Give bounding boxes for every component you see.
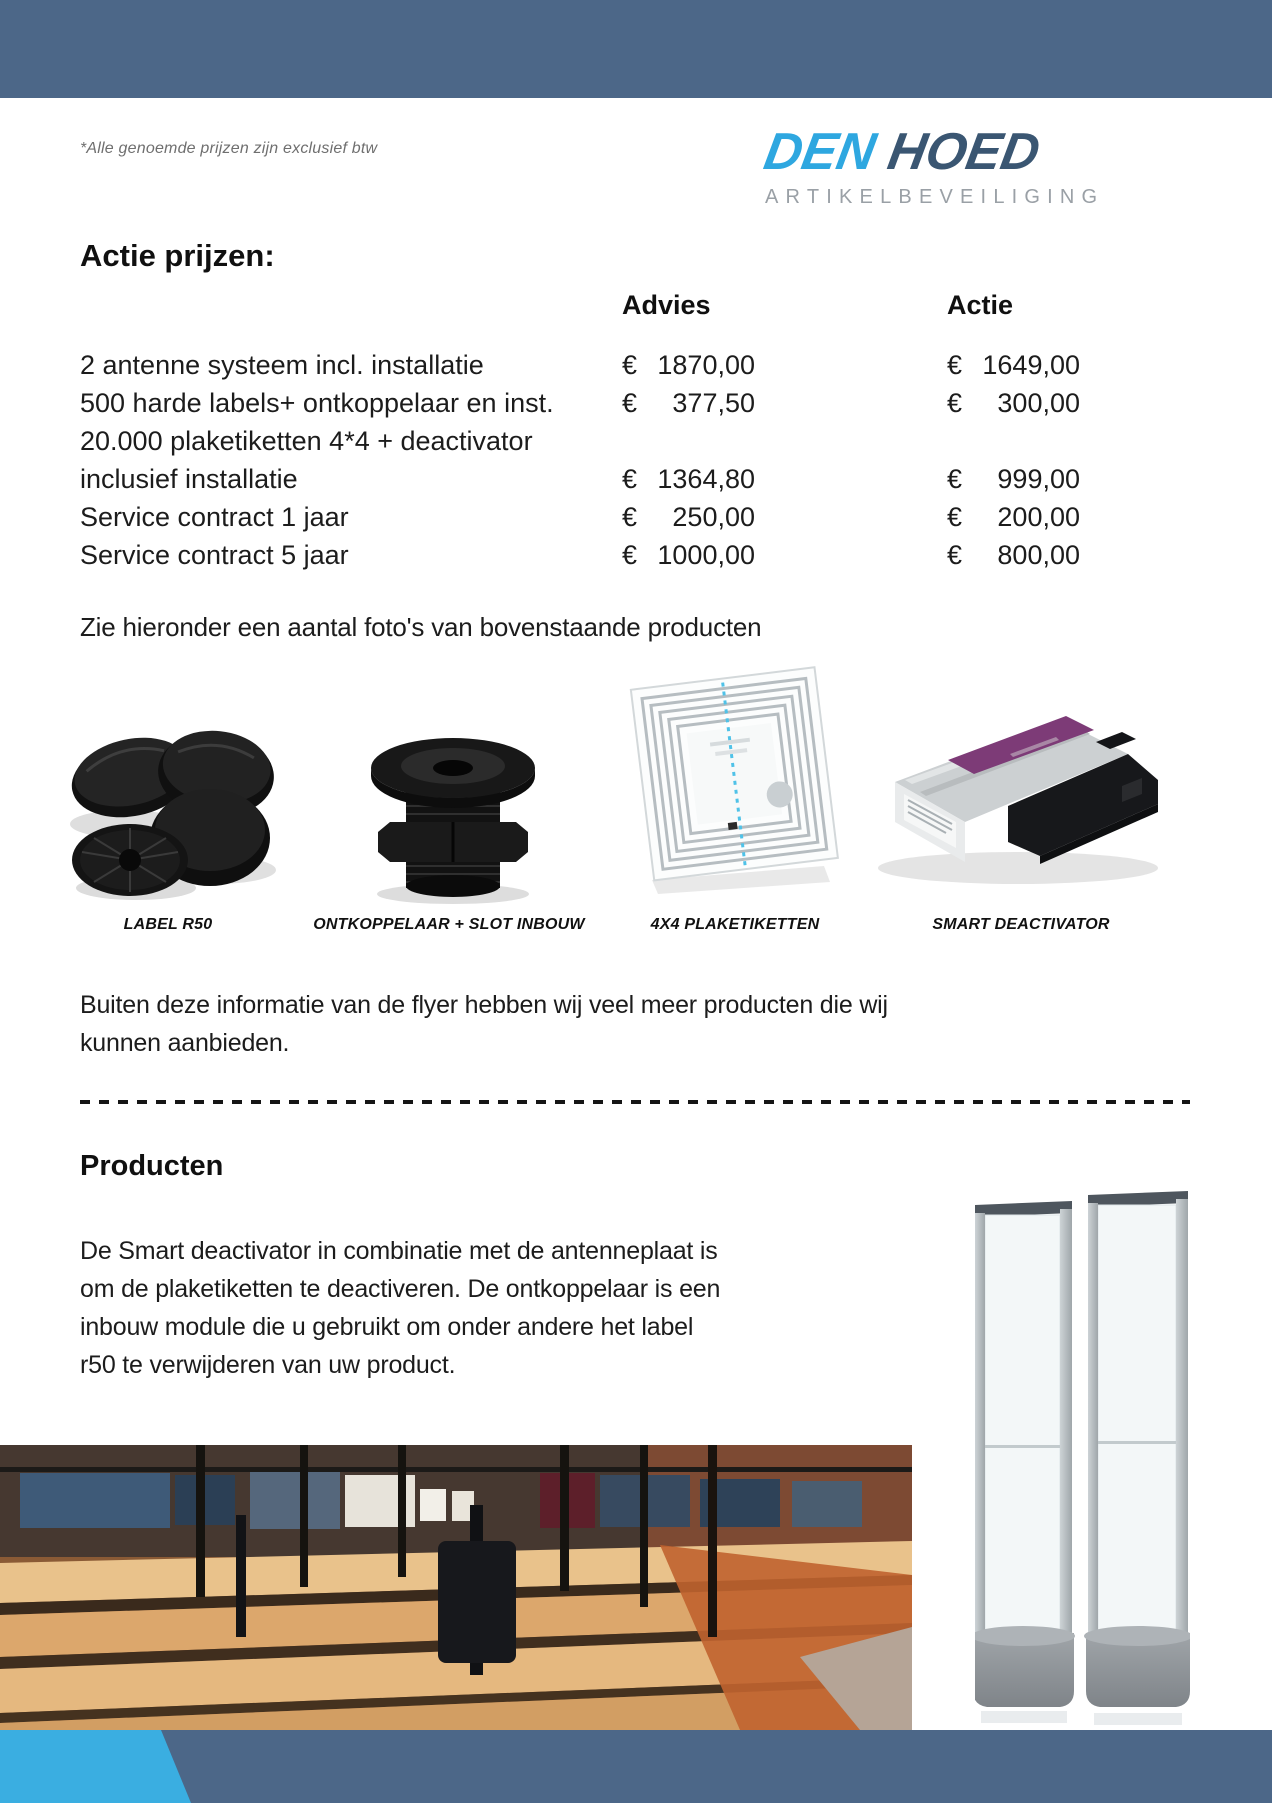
- price-advies: [622, 498, 755, 536]
- euro-sign: €: [622, 350, 638, 380]
- price-row-label: Service contract 1 jaar: [80, 502, 349, 532]
- price-advies: [622, 536, 755, 574]
- euro-sign: €: [947, 350, 963, 380]
- price-actie: [947, 460, 1080, 498]
- logo-tagline: ARTIKELBEVEILIGING: [765, 186, 1105, 208]
- price-amount: 200,00: [997, 502, 1080, 532]
- outro-line: kunnen aanbieden.: [80, 1029, 290, 1057]
- column-header-advies: Advies: [622, 290, 711, 320]
- photo-caption: LABEL R50: [123, 916, 213, 933]
- price-actie: [947, 346, 1080, 384]
- price-row: [80, 460, 1090, 498]
- price-advies: [622, 460, 755, 498]
- euro-sign: €: [622, 388, 638, 418]
- price-amount: 999,00: [997, 464, 1080, 494]
- price-row: [80, 498, 1090, 536]
- price-amount: 1649,00: [982, 350, 1080, 380]
- price-section-title: Actie prijzen:: [80, 238, 275, 273]
- price-advies: [622, 346, 755, 384]
- products-paragraph: [80, 1232, 940, 1384]
- photo-caption: 4X4 PLAKETIKETTEN: [650, 916, 820, 933]
- euro-sign: €: [622, 540, 638, 570]
- price-amount: 377,50: [672, 388, 755, 418]
- price-row-label: 2 antenne systeem incl. installatie: [80, 350, 484, 380]
- r50-labels-illustration: [64, 722, 285, 907]
- price-amount: 250,00: [672, 502, 755, 532]
- euro-sign: €: [622, 464, 638, 494]
- price-row-label: 500 harde labels+ ontkoppelaar en inst.: [80, 388, 554, 418]
- security-gates-photo: [975, 1185, 1190, 1730]
- outro-line: Buiten deze informatie van de flyer hebben wij veel meer producten die wij: [80, 991, 888, 1019]
- top-color-bar: [0, 0, 1272, 98]
- r50-labels-photo: [64, 722, 285, 907]
- price-actie: [947, 536, 1080, 574]
- products-line: De Smart deactivator in combinatie met de antenneplaat is: [80, 1237, 718, 1265]
- price-row-label: inclusief installatie: [80, 464, 298, 494]
- security-gates-illustration: [975, 1185, 1190, 1730]
- adhesive-label-photo: [622, 648, 845, 903]
- bottom-color-bar: [0, 1730, 1272, 1803]
- deactivator-photo: [860, 682, 1170, 897]
- cyan-accent-shape: [0, 1730, 200, 1803]
- logo-wordmark: [759, 123, 1141, 181]
- detacher-photo: [356, 716, 550, 906]
- detacher-illustration: [356, 716, 550, 906]
- price-amount: 300,00: [997, 388, 1080, 418]
- euro-sign: €: [947, 540, 963, 570]
- price-row-label: Service contract 5 jaar: [80, 540, 349, 570]
- products-line: inbouw module die u gebruikt om onder andere het label: [80, 1313, 694, 1341]
- price-amount: 1000,00: [657, 540, 755, 570]
- products-line: om de plaketiketten te deactiveren. De ontkoppelaar is een: [80, 1275, 721, 1303]
- price-disclaimer: *Alle genoemde prijzen zijn exclusief btw: [80, 140, 378, 157]
- euro-sign: €: [622, 502, 638, 532]
- price-row: [80, 422, 1090, 460]
- outro-paragraph: [80, 986, 1040, 1062]
- euro-sign: €: [947, 502, 963, 532]
- price-amount: 800,00: [997, 540, 1080, 570]
- price-row: [80, 346, 1090, 384]
- price-actie: [947, 384, 1080, 422]
- price-amount: 1364,80: [657, 464, 755, 494]
- deactivator-illustration: [860, 682, 1170, 897]
- price-amount: 1870,00: [657, 350, 755, 380]
- dashed-divider: [80, 1100, 1190, 1104]
- price-row-label: 20.000 plaketiketten 4*4 + deactivator: [80, 426, 533, 456]
- price-actie: [947, 498, 1080, 536]
- store-interior-illustration: [0, 1445, 912, 1730]
- company-logo: [759, 123, 1137, 209]
- price-row: [80, 536, 1090, 574]
- products-line: r50 te verwijderen van uw product.: [80, 1351, 456, 1379]
- logo-word-hoed: HOED: [883, 123, 1045, 181]
- column-header-actie: Actie: [947, 290, 1014, 320]
- photo-caption: SMART DEACTIVATOR: [932, 916, 1110, 933]
- store-interior-photo: [0, 1445, 912, 1730]
- photo-caption: ONTKOPPELAAR + SLOT INBOUW: [313, 916, 585, 933]
- price-row: [80, 384, 1090, 422]
- photos-intro-text: Zie hieronder een aantal foto's van bovenstaande producten: [80, 612, 762, 642]
- price-advies: [622, 384, 755, 422]
- euro-sign: €: [947, 464, 963, 494]
- logo-word-den: DEN: [759, 123, 880, 181]
- adhesive-label-illustration: [622, 648, 845, 903]
- price-table: [80, 346, 1090, 574]
- products-section-title: Producten: [80, 1150, 224, 1182]
- euro-sign: €: [947, 388, 963, 418]
